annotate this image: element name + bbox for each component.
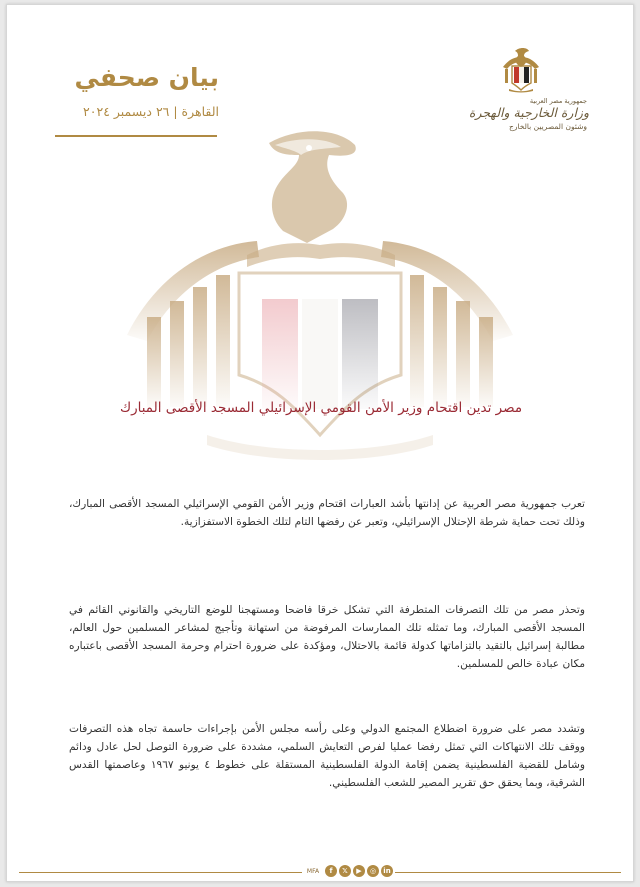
instagram-icon[interactable]: ◎ bbox=[367, 865, 379, 877]
footer-rule-right bbox=[395, 872, 621, 873]
ministry-line-name: وزارة الخارجية والهجرة bbox=[468, 105, 589, 120]
body-paragraph-3: وتشدد مصر على ضرورة اضطلاع المجتمع الدولي وعلى رأسه مجلس الأمن بإجراءات حاسمة تجاه هذه التصرفات ووقف تلك الانتهاكات التي تمثل رفضا عمليا لفرص التعايش السلمي، مشددة على ضرورة التوصل لحل عادل ودائم وشامل للقضية الفلسطينية يضمن إقامة الدولة الفلسطينية المستقلة على خطوط ٤ يونيو ١٩٦٧ وعاصمتها القدس الشرقية، وبما يحقق حق تقرير المصير للشعب الفلسطيني. bbox=[69, 723, 585, 789]
press-release-page bbox=[6, 4, 634, 882]
dateline: القاهرة | ٢٦ ديسمبر ٢٠٢٤ bbox=[83, 104, 219, 119]
youtube-icon[interactable]: ▶ bbox=[353, 865, 365, 877]
headline: مصر تدين اقتحام وزير الأمن القومي الإسرائيلي المسجد الأقصى المبارك bbox=[119, 400, 523, 416]
ministry-line-country: جمهورية مصر العربية bbox=[529, 97, 587, 105]
body-paragraph-2: وتحذر مصر من تلك التصرفات المتطرفة التي تشكل خرقا فاضحا ومستهجنا للوضع التاريخي والقانوني القائم في المسجد الأقصى المبارك، وما تمثله تلك الممارسات المرفوضة من استهانة وتأجيج لمشاعر المسلمين حول العالم، مطالبة إسرائيل بالتقيد بالتزاماتها كدولة قائمة بالاحتلال، ومؤكدة على ضرورة احترام وحرمة المسجد الأقصى باعتباره مكان عبادة خالص للمسلمين. bbox=[69, 604, 585, 670]
title-rule bbox=[55, 135, 217, 137]
body-paragraph-1: تعرب جمهورية مصر العربية عن إدانتها بأشد العبارات اقتحام وزير الأمن القومي الإسرائيلي المسجد الأقصى المبارك، وذلك تحت حماية شرطة الإحتلال الإسرائيلي، وتعبر عن رفضها التام لتلك الخطوة الاستفزازية. bbox=[69, 498, 585, 528]
page-title: بيان صحفي bbox=[74, 63, 219, 92]
ministry-line-subtitle: وشئون المصريين بالخارج bbox=[509, 122, 587, 131]
footer-rule-left bbox=[19, 872, 302, 873]
facebook-icon[interactable]: f bbox=[325, 865, 337, 877]
footer bbox=[7, 861, 633, 881]
eagle-crest-icon bbox=[499, 45, 543, 93]
footer-handle: MFA bbox=[306, 868, 320, 875]
x-icon[interactable]: 𝕏 bbox=[339, 865, 351, 877]
ministry-emblem bbox=[459, 45, 589, 135]
linkedin-icon[interactable]: in bbox=[381, 865, 393, 877]
